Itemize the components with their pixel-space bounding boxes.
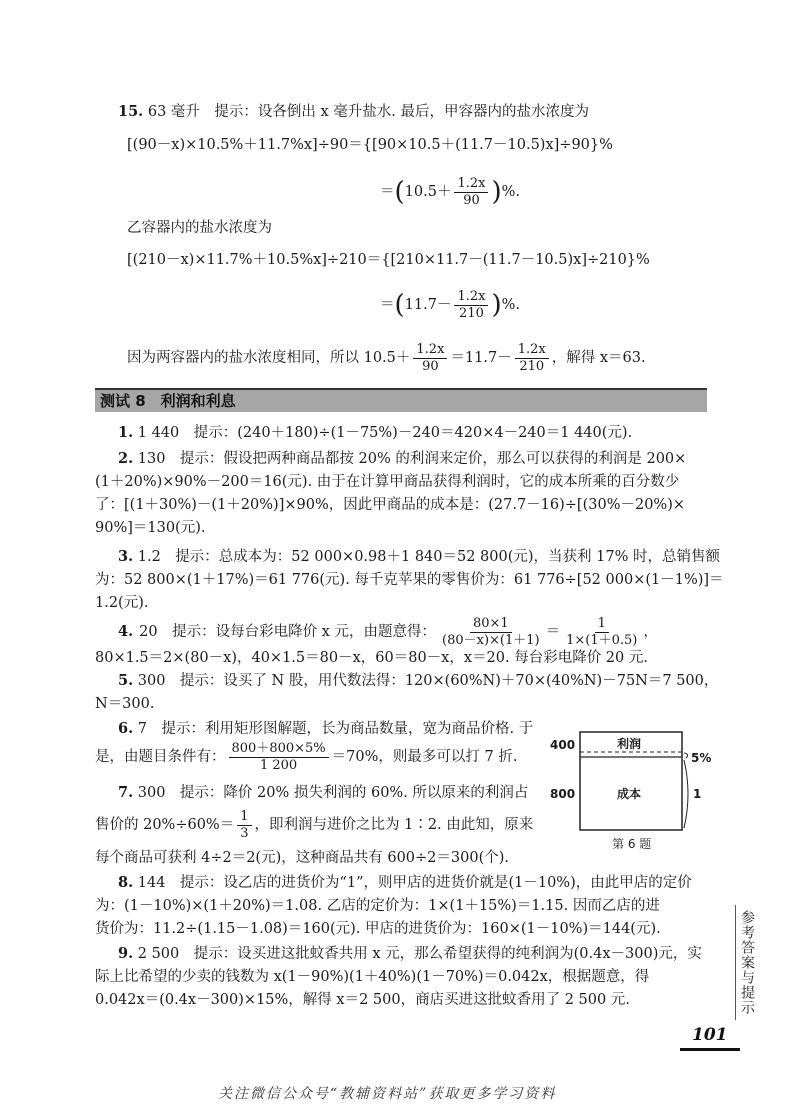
sidebar-label: 参考答案与提示 [739, 910, 755, 1015]
open-paren: ( [394, 177, 405, 207]
problem-4-line-1 [118, 612, 658, 652]
fraction-denominator: 1×(1＋0.5) [566, 632, 638, 648]
fraction-numerator: 1.2x [413, 342, 447, 359]
label-cost: 成本 [617, 787, 642, 801]
problem-number: 15. [118, 103, 144, 120]
problem-text: ，即利润与进价之比为 1∶2. 由此知，原来 [254, 817, 534, 833]
fraction-denominator: 1 200 [259, 757, 298, 773]
sidebar-tab [735, 905, 758, 1020]
problem-9-line-2: 际上比希望的少卖的钱数为 x(1－90%)(1＋40%)(1－70%)＝0.042x，根据题意，得 [95, 969, 650, 985]
problem-1 [118, 423, 632, 443]
fraction-denominator: 3 [240, 825, 249, 841]
fraction-denominator: (80－x)×(1＋1) [442, 632, 540, 648]
conclusion-text: 因为两容器内的盐水浓度相同，所以 10.5＋ [127, 350, 411, 366]
problem-15-equation-3: [(210－x)×11.7%＋10.5%x]÷210＝{[210×11.7－(11.7－10.5)x]÷210}% [127, 252, 650, 268]
fraction-numerator: 1.2x [454, 176, 488, 193]
fraction-numerator: 1 [237, 809, 251, 826]
problem-text: ＝70%，则最多可以打 7 折. [331, 749, 518, 765]
problem-3-line-2: 为：52 800×(1＋17%)＝61 776(元). 每千克苹果的零售价为：61 776÷[52 000×(1－1%)]＝ [95, 572, 724, 588]
fraction-denominator: 210 [519, 358, 545, 374]
fraction-denominator: 90 [422, 358, 439, 374]
problem-text: 300 提示：降价 20% 损失利润的 60%. 所以原来的利润占 [137, 785, 529, 801]
label-5pct: 5% [691, 751, 712, 765]
problem-text: 144 提示：设乙店的进货价为“1”，则甲店的进货价就是(1－10%)，由此甲店的定价 [137, 875, 692, 891]
problem-7-line-3: 每个商品可获利 4÷2＝2(元)，这种商品共有 600÷2＝300(个). [95, 850, 510, 866]
fraction-numerator: 1.2x [454, 289, 488, 306]
equals-sign: ＝ [380, 184, 395, 200]
problem-4-line-2: 80×1.5＝2×(80－x)，40×1.5＝80－x，60＝80－x，x＝20. 每台彩电降价 20 元. [95, 650, 648, 666]
problem-text: 1.2 提示：总成本为：52 000×0.98＋1 840＝52 800(元)，当获利 17% 时，总销售额 [137, 549, 720, 565]
brace-1 [684, 760, 688, 828]
problem-number: 3. [118, 548, 134, 565]
problem-15-equation-4 [380, 285, 520, 325]
eq-term: %. [501, 297, 521, 313]
close-paren: ) [491, 177, 502, 207]
problem-text: 1 440 提示：(240＋180)÷(1－75%)－240＝420×4－240＝1 440(元). [137, 425, 633, 441]
problem-9-line-3: 0.042x＝(0.4x－300)×15%，解得 x＝2 500，商店买进这批蚊香用了 2 500 元. [95, 992, 630, 1008]
fraction-denominator: 210 [459, 305, 484, 321]
problem-15-line-1 [118, 102, 589, 122]
problem-text: 63 毫升 提示：设各倒出 x 毫升盐水. 最后，甲容器内的盐水浓度为 [147, 104, 590, 120]
fraction [454, 176, 488, 209]
problem-15-equation-2 [380, 172, 520, 212]
problem-2-line-1 [118, 449, 686, 469]
fraction [237, 809, 251, 842]
conclusion-text: ＝11.7－ [450, 350, 512, 366]
fraction [454, 289, 488, 322]
label-1: 1 [693, 787, 702, 801]
brace-5pct [684, 753, 688, 758]
problem-5-line-1 [118, 671, 718, 691]
eq-term: 10.5＋ [404, 184, 452, 200]
problem-15-conclusion [127, 338, 646, 378]
problem-7-line-1 [118, 783, 528, 803]
problem-8-line-2: 为：(1－10%)×(1＋20%)＝1.08. 乙店的定价为：1×(1＋15%)＝1.15. 因而乙店的进 [95, 898, 660, 914]
problem-number: 6. [118, 720, 134, 737]
fraction-numerator: 1.2x [515, 342, 549, 359]
fraction-denominator: 90 [463, 192, 480, 208]
fraction-numerator: 80×1 [470, 616, 512, 633]
problem-9-line-1 [118, 944, 702, 964]
fraction [515, 342, 549, 375]
problem-number: 8. [118, 874, 134, 891]
label-400: 400 [550, 738, 576, 752]
problem-number: 5. [118, 672, 134, 689]
problem-6-figure [540, 722, 720, 862]
problem-2-line-3: 了：[(1＋30%)－(1＋20%)]×90%，因此甲商品的成本是：(27.7－16)÷[(30%－20%)× [95, 497, 686, 513]
problem-15-intro-2: 乙容器内的盐水浓度为 [127, 220, 272, 236]
fraction [413, 342, 447, 375]
problem-number: 2. [118, 450, 134, 467]
problem-number: 1. [118, 424, 134, 441]
problem-number: 7. [118, 784, 134, 801]
problem-text: 售价的 20%÷60%＝ [95, 817, 235, 833]
problem-text: 7 提示：利用矩形图解题，长为商品数量，宽为商品价格. 于 [137, 721, 534, 737]
problem-number: 9. [118, 945, 134, 962]
label-profit: 利润 [617, 737, 642, 751]
equals-sign: ＝ [380, 297, 395, 313]
problem-text: 是，由题目条件有： [95, 749, 226, 765]
page-number: 101 [692, 1025, 728, 1045]
eq-term: 11.7－ [404, 297, 452, 313]
problem-3-line-3: 1.2(元). [95, 595, 149, 611]
section-title: 测试 8 利润和利息 [100, 392, 236, 410]
problem-6-line-1 [118, 719, 533, 739]
label-800: 800 [550, 787, 576, 801]
problem-text: 20 提示：设每台彩电降价 x 元，由题意得： [139, 624, 436, 640]
problem-text: 130 提示：假设把两种商品都按 20% 的利润来定价，那么可以获得的利润是 200× [137, 451, 687, 467]
problem-15-equation-1: [(90－x)×10.5%＋11.7%x]÷90＝{[90×10.5＋(11.7－10.5)x]÷90}% [127, 137, 613, 153]
fraction-numerator: 800＋800×5% [229, 741, 329, 758]
conclusion-text: ，解得 x＝63. [551, 350, 646, 366]
fraction [563, 616, 640, 649]
problem-8-line-1 [118, 873, 692, 893]
figure-caption: 第 6 题 [612, 837, 652, 851]
fraction-numerator: 1 [595, 616, 609, 633]
fraction [229, 741, 329, 774]
open-paren: ( [394, 290, 405, 320]
problem-7-line-2 [95, 805, 533, 845]
problem-text: 2 500 提示：设买进这批蚊香共用 x 元，那么希望获得的纯利润为(0.4x－300)元，实 [137, 946, 702, 962]
problem-2-line-4: 90%]＝130(元). [95, 520, 206, 536]
problem-text: ， [643, 624, 658, 640]
problem-5-line-2: N＝300. [95, 696, 155, 712]
problem-6-line-2 [95, 737, 517, 777]
problem-3-line-1 [118, 547, 720, 567]
problem-8-line-3: 货价为：11.2÷(1.15－1.08)＝160(元). 甲店的进货价为：160×(1－10%)＝144(元). [95, 921, 661, 937]
problem-number: 4. [118, 623, 134, 640]
close-paren: ) [491, 290, 502, 320]
problem-text: 300 提示：设买了 N 股，用代数法得：120×(60%N)＋70×(40%N)－75N＝7 500， [137, 673, 719, 689]
footer-watermark: 关注微信公众号“教辅资料站”获取更多学习资料 [218, 1086, 557, 1102]
problem-2-line-2: (1＋20%)×90%－200＝16(元). 由于在计算甲商品获得利润时，它的成本所乘的百分数少 [95, 474, 680, 490]
eq-term: %. [501, 184, 521, 200]
equals-sign: ＝ [545, 624, 561, 640]
fraction [439, 616, 543, 649]
